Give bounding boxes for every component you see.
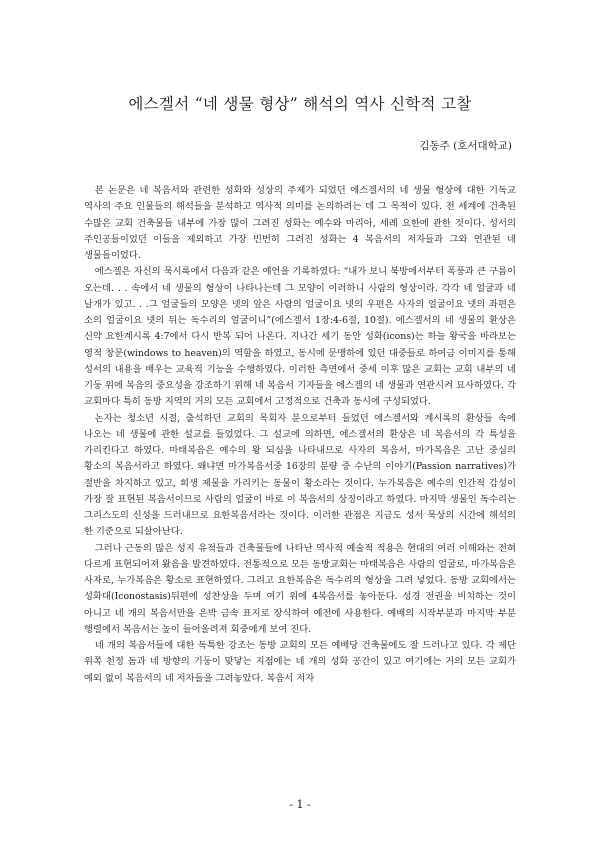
paper-title: 에스겔서 “네 생물 형상” 해석의 역사 신학적 고찰 xyxy=(128,95,472,113)
page-number: - 1 - xyxy=(289,798,311,811)
paragraph: 본 논문은 네 복음서와 관련한 성화와 성상의 주제가 되었던 에스겔서의 네 생물 형상에 대한 기독교 역사의 주요 인물들의 해석들을 분석하고 역사적 의미를 논의하려는 데 그 목적이 있다. 전 세계에 건축된 수많은 교회 건축물들 내부에 가장 많이 그려진 성화는 예수와 마리아, 세례 요한에 관한 것이다. 성서의 주인공들이었던 이들을 제외하고 가장 빈번히 그려진 성화는 4 복음서의 저자들과 그와 연관된 네 생물들이었다. xyxy=(84,185,516,261)
paragraph: 네 개의 복음서들에 대한 독특한 강조는 동방 교회의 모든 예배당 건축물에도 잘 드러나고 있다. 각 제단 위쪽 천정 돔과 네 방향의 기둥이 맞닿는 지점에는 네 개의 성화 공간이 있고 여기에는 거의 모든 교회가 예외 없이 복음서의 네 저자들을 그려놓았다. 복음서 저자 xyxy=(84,640,516,684)
body-text xyxy=(84,183,516,687)
author-affiliation: 김동주 (호서대학교) xyxy=(419,140,512,152)
paragraph: 에스겔은 자신의 묵시록에서 다음과 같은 예언을 기록하였다: “내가 보니 북방에서부터 폭풍과 큰 구름이 오는데. . . 속에서 네 생물의 형상이 나타나는데 그 모양이 이러하니 사람의 형상이라. 각각 네 얼굴과 네 날개가 있고. . .그 얼굴들의 모양은 넷의 앞은 사람의 얼굴이요 넷의 우편은 사자의 얼굴이요 넷의 좌편은 소의 얼굴이요 넷의 뒤는 독수리의 얼굴이니”(에스겔서 1장:4-6절, 10절). 에스겔서의 네 생물의 환상은 신약 요한계시록 4:7에서 다시 반복 되어 나온다. 지나간 세기 동안 성화(icons)는 하늘 왕국을 바라보는 영적 창문(windows to heaven)의 역할을 하였고, 동시에 문맹하에 있던 대중들로 하여금 이미지를 통해 성서의 내용을 배우는 교육적 기능을 수행하였다. 이러한 측면에서 중세 이후 많은 교회는 교회 내부의 네 기둥 위에 복음의 중요성을 강조하기 위해 네 복음서 기자들을 에스겔의 네 생물과 연관시켜 묘사하였다. 각 교회마다 특히 동방 지역의 거의 모든 교회에서 고정적으로 건축과 동시에 구성되었다. xyxy=(84,266,516,408)
paragraph: 논자는 청소년 시절, 출석하던 교회의 목회자 분으로부터 들었던 에스겔서와 계시록의 환상들 속에 나오는 네 생물에 관한 설교를 들었었다. 그 설교에 의하면, 에스겔서의 환상은 네 복음서의 각 특성을 가리킨다고 하였다. 마태복음은 예수의 왕 되심을 나타내므로 사자의 복음서, 마가복음은 고난 중심의 황소의 복음서라고 하였다. 왜냐면 마가복음서중 16장의 분량 중 수난의 이야기(Passion narratives)가 절반을 차지하고 있고, 희생 제물을 가리키는 동물이 황소라는 것이다. 누가복음은 예수의 인간적 감성이 가장 잘 표현된 복음서이므로 사람의 얼굴이 바로 이 복음서의 상징이라고 하였다. 마지막 생물인 독수리는 그리스도의 신성을 드러내므로 요한복음서라는 것이다. 이러한 관점은 지금도 성서 묵상의 시간에 해석의 한 기준으로 되살아난다. xyxy=(84,412,516,538)
paragraph: 그러나 근동의 많은 성지 유적들과 건축물들에 나타난 역사적 예술적 적용은 현대의 여러 이해와는 전혀 다르게 표현되어져 왔음을 발견하였다. 전통적으로 모든 동방교회는 마태복음은 사람의 얼굴로, 마가복음은 사자로, 누가복음은 황소로 표현하였다. 그리고 요한복음은 독수리의 형상을 그려 넣었다. 동방 교회에서는 성화대(Iconostasis)뒤편에 성찬상을 두며 여기 위에 4복음서를 놓아둔다. 성경 전권을 비치하는 것이 아니고 네 개의 복음서만을 은박 금속 표지로 장식하여 예전에 사용한다. 예배의 시작부분과 마지막 부분 행렬에서 복음서는 높이 들어올려져 회중에게 보여 진다. xyxy=(84,542,516,635)
